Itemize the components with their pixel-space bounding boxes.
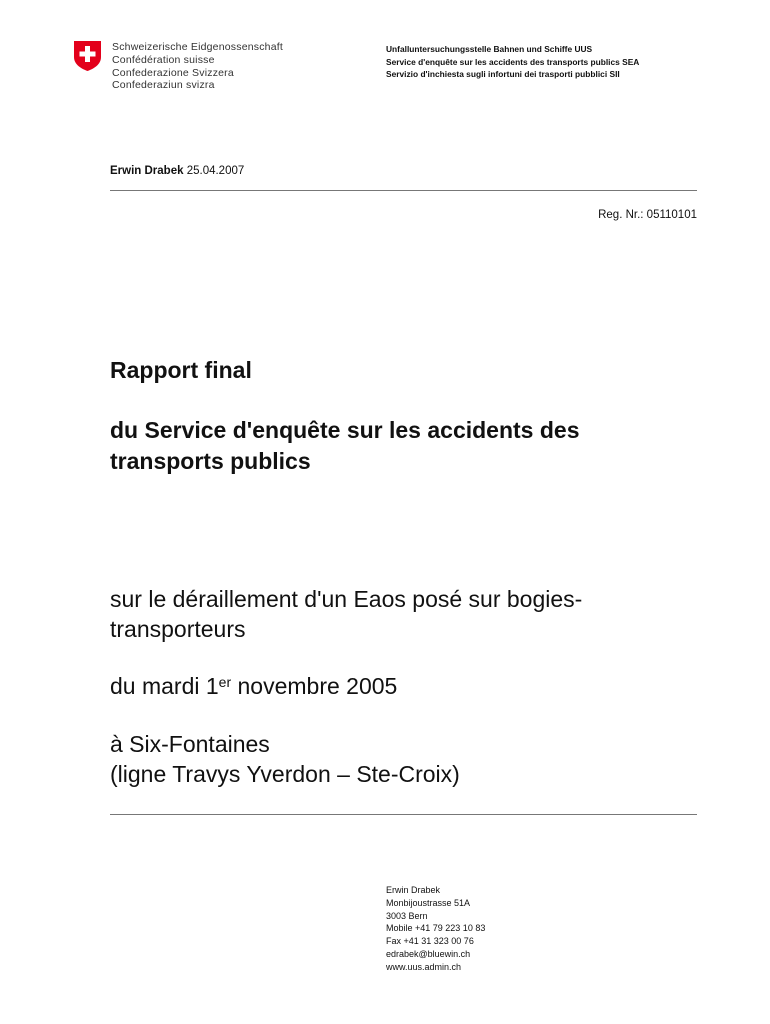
- bottom-divider: [110, 814, 697, 815]
- contact-website[interactable]: www.uus.admin.ch: [386, 961, 462, 972]
- accident-location: [110, 729, 460, 789]
- accident-date-suffix: novembre 2005: [231, 673, 398, 699]
- top-divider: [110, 190, 697, 191]
- report-subtitle: [110, 415, 710, 477]
- agency-name: [386, 43, 639, 81]
- contact-street: Monbijoustrasse 51A: [386, 897, 471, 908]
- agency-line-it: Servizio d'inchiesta sugli infortuni dei trasporti pubblici SII: [386, 69, 620, 79]
- contact-email[interactable]: edrabek@bluewin.ch: [386, 948, 471, 959]
- location-line1: à Six-Fontaines: [110, 731, 270, 757]
- confederation-line-de: Schweizerische Eidgenossenschaft: [112, 41, 283, 53]
- location-line2: (ligne Travys Yverdon – Ste-Croix): [110, 761, 460, 787]
- confederation-line-it: Confederazione Svizzera: [112, 66, 234, 79]
- author-date-line: [110, 165, 244, 177]
- accident-date-prefix: du mardi 1: [110, 673, 219, 699]
- report-title: Rapport final: [110, 357, 252, 383]
- contact-fax: Fax +41 31 323 00 76: [386, 936, 474, 947]
- author-name: Erwin Drabek: [110, 165, 184, 177]
- report-subtitle-line1: du Service d'enquête sur les accidents des: [110, 417, 580, 443]
- confederation-line-rm: Confederaziun svizra: [112, 79, 215, 92]
- accident-date: [110, 671, 397, 701]
- contact-block: [386, 884, 485, 974]
- agency-line-de: Unfalluntersuchungsstelle Bahnen und Schiffe UUS: [386, 44, 593, 54]
- contact-mobile: Mobile +41 79 223 10 83: [386, 923, 486, 934]
- contact-name: Erwin Drabek: [386, 885, 441, 895]
- registration-number: Reg. Nr.: 05110101: [598, 209, 697, 221]
- subject-description: [110, 584, 582, 644]
- contact-city: 3003 Bern: [386, 910, 428, 921]
- confederation-line-fr: Confédération suisse: [112, 53, 215, 66]
- accident-date-sup: er: [218, 674, 232, 690]
- subject-line1: sur le déraillement d'un Eaos posé sur bogies-: [110, 586, 583, 612]
- subject-line2: transporteurs: [110, 616, 246, 642]
- swiss-cross-icon: [73, 40, 102, 72]
- report-subtitle-line2: transports publics: [110, 448, 311, 474]
- agency-line-fr: Service d'enquête sur les accidents des transports publics SEA: [386, 56, 640, 67]
- confederation-name: [112, 41, 283, 92]
- document-date: 25.04.2007: [186, 165, 245, 177]
